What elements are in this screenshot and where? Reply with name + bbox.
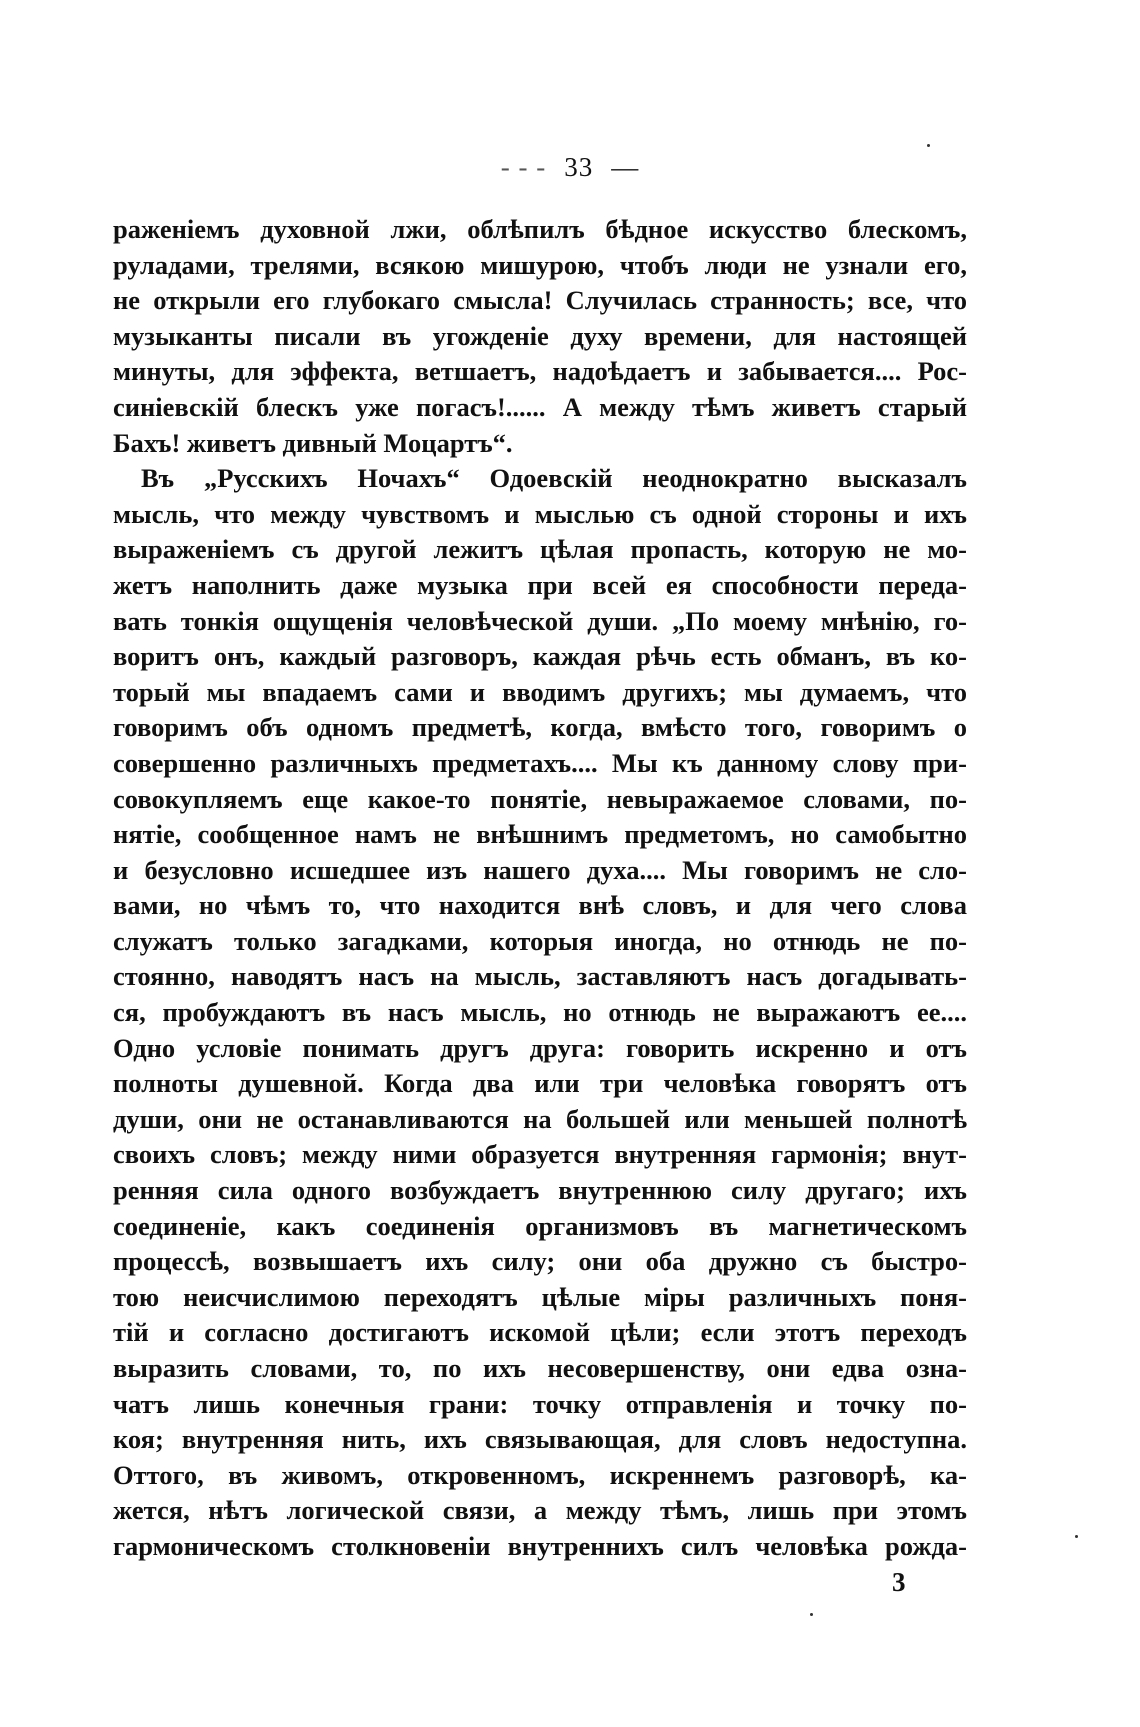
text-line: жется, нѣтъ логической связи, а между тѣмъ, лишь при этомъ — [113, 1495, 967, 1526]
text-line: души, они не останавливаются на большей или меньшей полнотѣ — [113, 1103, 967, 1134]
running-head — [0, 152, 1140, 183]
running-head-left-dash: - - - — [500, 152, 547, 182]
text-line: своихъ словъ; между ними образуется внутренняя гармонія; внут- — [113, 1139, 967, 1170]
text-line: торый мы впадаемъ сами и вводимъ другихъ; мы думаемъ, что — [113, 676, 967, 707]
text-line: чатъ лишь конечныя грани: точку отправленія и точку по- — [113, 1388, 967, 1419]
print-speck — [810, 1613, 813, 1616]
text-line: жетъ наполнить даже музыка при всей ея способности переда- — [113, 569, 967, 600]
text-line: Одно условіе понимать другъ друга: говорить искренно и отъ — [113, 1032, 967, 1063]
text-line: говоримъ объ одномъ предметѣ, когда, вмѣсто того, говоримъ о — [113, 712, 967, 743]
text-line: Въ „Русскихъ Ночахъ“ Одоевскій неоднократно высказалъ — [141, 463, 967, 494]
text-line: музыканты писали въ угожденіе духу времени, для настоящей — [113, 320, 967, 351]
text-line: служатъ только загадками, которыя иногда, но отнюдь не по- — [113, 925, 967, 956]
body-text — [113, 212, 967, 1565]
text-line: Оттого, въ живомъ, откровенномъ, искреннемъ разговорѣ, ка- — [113, 1459, 967, 1490]
print-speck — [1075, 1535, 1078, 1538]
text-line: выразить словами, то, по ихъ несовершенству, они едва озна- — [113, 1353, 967, 1383]
running-head-right-dash: — — [611, 152, 640, 182]
text-line: выраженіемъ съ другой лежитъ цѣлая пропасть, которую не мо- — [113, 534, 967, 565]
text-line: ренняя сила одного возбуждаетъ внутреннюю силу другаго; ихъ — [113, 1175, 967, 1206]
text-line: нятіе, сообщенное намъ не внѣшнимъ предметомъ, но самобытно — [113, 819, 967, 850]
text-line: синіевскій блескъ уже погасъ!...... А между тѣмъ живетъ старый — [113, 391, 967, 422]
text-line: коя; внутренняя нить, ихъ связывающая, для словъ недоступна. — [113, 1424, 967, 1455]
text-line: Бахъ! живетъ дивный Моцартъ“. — [113, 427, 513, 458]
text-line: минуты, для эффекта, ветшаетъ, надоѣдаетъ и забывается.... Рос- — [113, 356, 967, 387]
text-line: ся, пробуждаютъ въ насъ мысль, но отнюдь не выражаютъ ее.... — [113, 997, 967, 1028]
text-line: тій и согласно достигаютъ искомой цѣли; если этотъ переходъ — [113, 1317, 967, 1348]
paragraph — [113, 461, 967, 1564]
paragraph — [113, 212, 967, 461]
text-line: соединеніе, какъ соединенія организмовъ въ магнетическомъ — [113, 1210, 967, 1241]
text-line: процессѣ, возвышаетъ ихъ силу; они оба дружно съ быстро- — [113, 1246, 967, 1277]
text-line: раженіемъ духовной лжи, облѣпилъ бѣдное искусство блескомъ, — [113, 214, 967, 244]
text-line: руладами, трелями, всякою мишурою, чтобъ люди не узнали его, — [113, 249, 967, 280]
text-line: не открыли его глубокаго смысла! Случилась странность; все, что — [113, 285, 967, 316]
text-line: гармоническомъ столкновеніи внутреннихъ силъ человѣка рожда- — [113, 1530, 967, 1561]
text-line: совершенно различныхъ предметахъ.... Мы къ данному слову при- — [113, 747, 967, 778]
text-line: вать тонкія ощущенія человѣческой души. „По моему мнѣнію, го- — [113, 605, 967, 636]
signature-mark: 3 — [892, 1567, 906, 1597]
text-line: воритъ онъ, каждый разговоръ, каждая рѣчь есть обманъ, въ ко- — [113, 641, 967, 672]
text-line: тою неисчислимою переходятъ цѣлые міры различныхъ поня- — [113, 1281, 967, 1312]
text-line: стоянно, наводятъ насъ на мысль, заставляютъ насъ догадывать- — [113, 961, 967, 992]
text-line: вами, но чѣмъ то, что находится внѣ словъ, и для чего слова — [113, 890, 967, 921]
print-speck — [927, 144, 930, 147]
text-line: полноты душевной. Когда два или три человѣка говорятъ отъ — [113, 1068, 967, 1099]
text-line: и безусловно исшедшее изъ нашего духа.... Мы говоримъ не сло- — [113, 854, 967, 885]
text-line: мысль, что между чувствомъ и мыслью съ одной стороны и ихъ — [113, 498, 967, 529]
text-line: совокупляемъ еще какое-то понятіе, невыражаемое словами, по- — [113, 783, 967, 814]
page-number: 33 — [564, 152, 594, 182]
